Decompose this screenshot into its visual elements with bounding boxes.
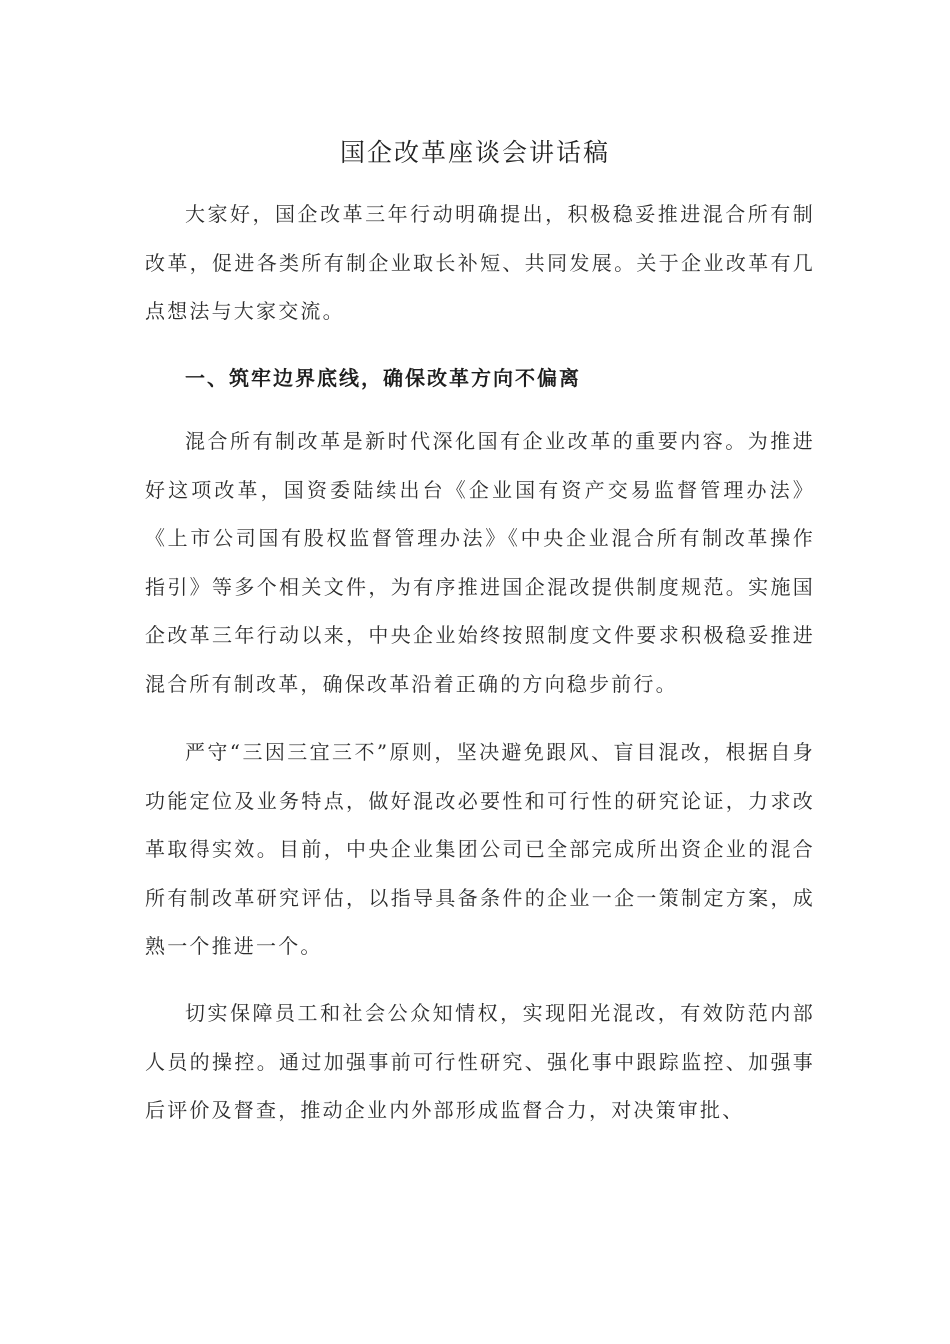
intro-paragraph: 大家好，国企改革三年行动明确提出，积极稳妥推进混合所有制改革，促进各类所有制企业取长补短、共同发展。关于企业改革有几点想法与大家交流。 xyxy=(145,202,815,323)
body-paragraph-2: 严守“三因三宜三不”原则，坚决避免跟风、盲目混改，根据自身功能定位及业务特点，做好混改必要性和可行性的研究论证，力求改革取得实效。目前，中央企业集团公司已全部完成所出资企业的混合所有制改革研究评估，以指导具备条件的企业一企一策制定方案，成熟一个推进一个。 xyxy=(145,740,815,958)
body-paragraph-3: 切实保障员工和社会公众知情权，实现阳光混改，有效防范内部人员的操控。通过加强事前可行性研究、强化事中跟踪监控、加强事后评价及督查，推动企业内外部形成监督合力，对决策审批、 xyxy=(145,1001,815,1122)
section-heading: 一、筑牢边界底线，确保改革方向不偏离 xyxy=(185,366,581,390)
body-paragraph-1: 混合所有制改革是新时代深化国有企业改革的重要内容。为推进好这项改革，国资委陆续出台《企业国有资产交易监督管理办法》《上市公司国有股权监督管理办法》《中央企业混合所有制改革操作指引》等多个相关文件，为有序推进国企混改提供制度规范。实施国企改革三年行动以来，中央企业始终按照制度文件要求积极稳妥推进混合所有制改革，确保改革沿着正确的方向稳步前行。 xyxy=(145,429,815,696)
document-title: 国企改革座谈会讲话稿 xyxy=(339,138,610,167)
